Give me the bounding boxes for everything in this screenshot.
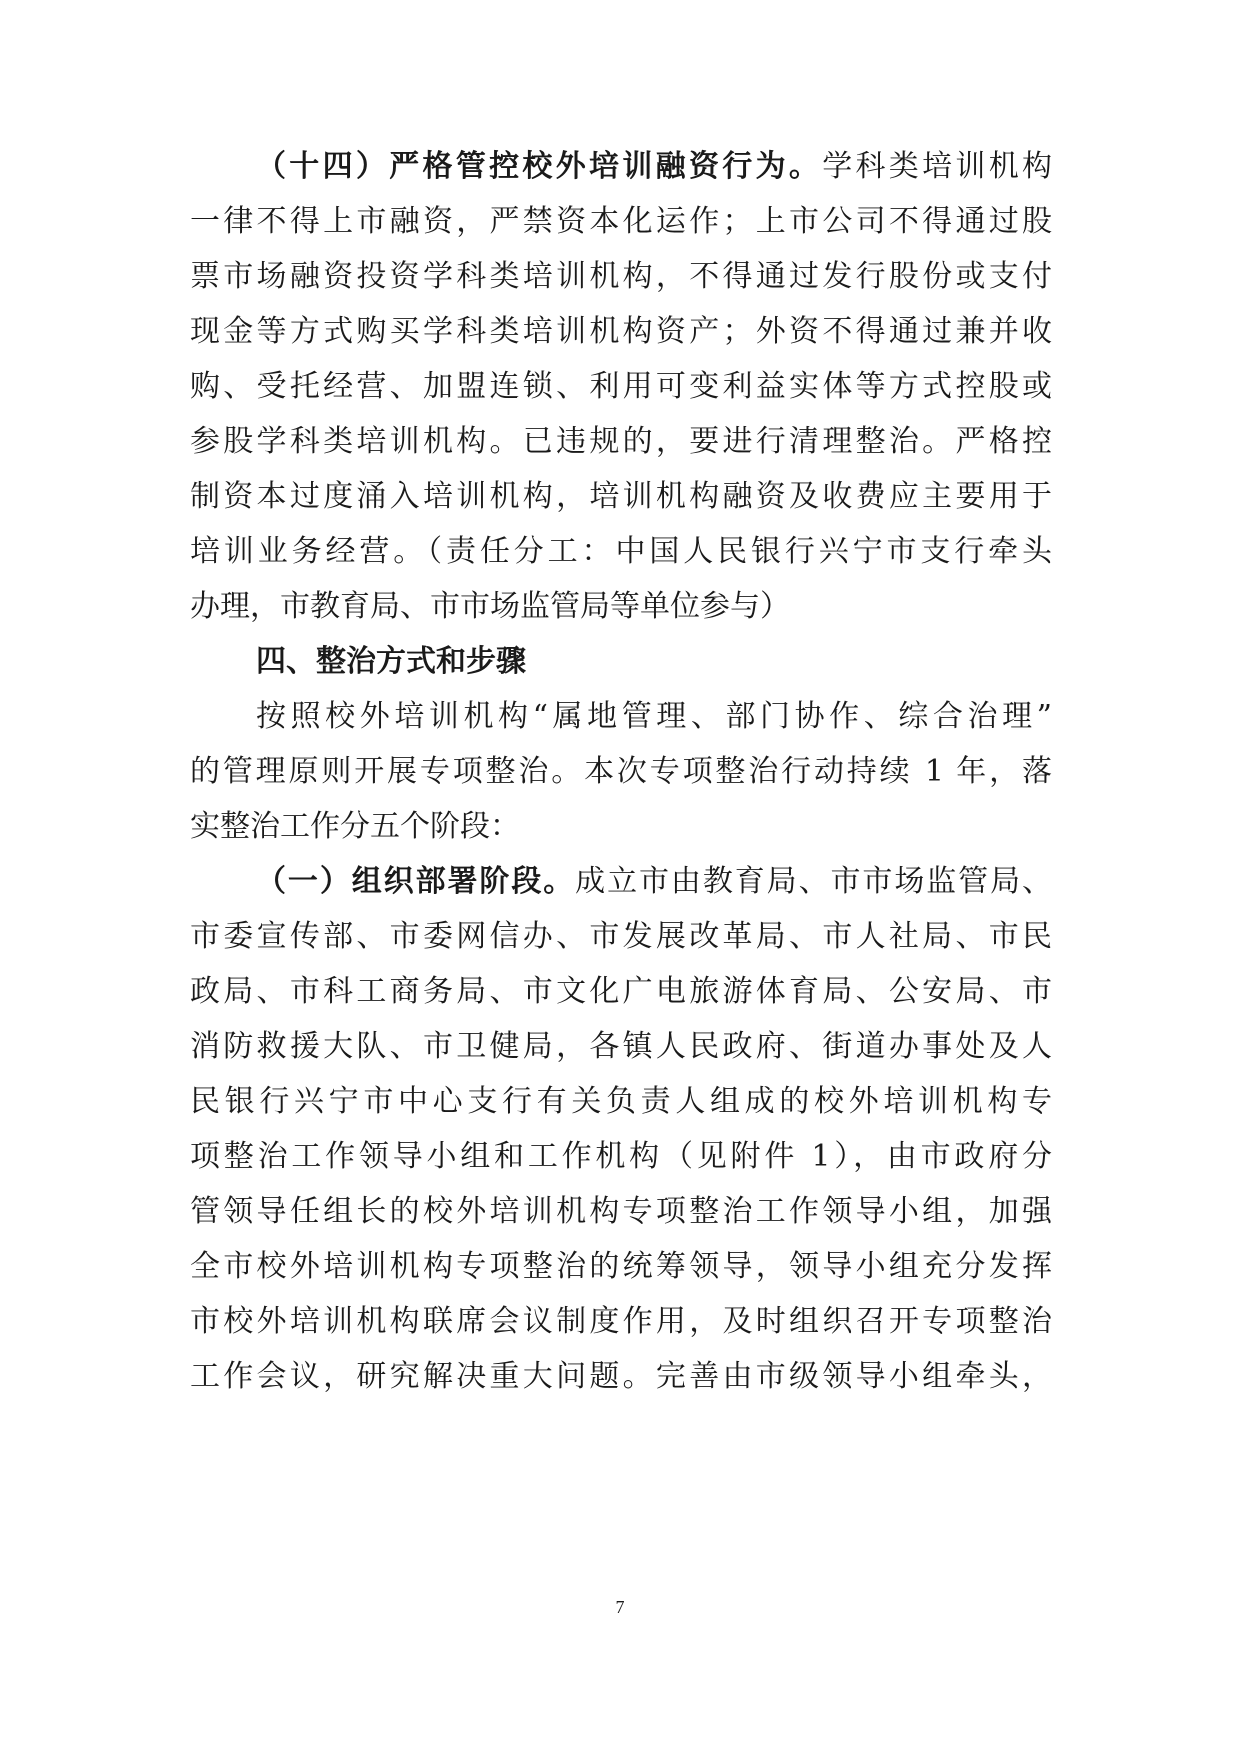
paragraph-line: 实整治工作分五个阶段： <box>190 809 520 844</box>
paragraph-line: 制资本过度涌入培训机构，培训机构融资及收费应主要用于 <box>190 479 1052 514</box>
paragraph-line: 票市场融资投资学科类培训机构，不得通过发行股份或支付 <box>190 259 1052 294</box>
paragraph-line: 工作会议，研究解决重大问题。完善由市级领导小组牵头， <box>190 1359 1052 1394</box>
paragraph-line: 现金等方式购买学科类培训机构资产；外资不得通过兼并收 <box>190 314 1052 349</box>
section-heading: 四、整治方式和步骤 <box>256 644 526 679</box>
paragraph-line: 的管理原则开展专项整治。本次专项整治行动持续 1 年，落 <box>190 754 1052 789</box>
stage-lead: （一）组织部署阶段。 <box>256 864 576 899</box>
section-lead: （十四）严格管控校外培训融资行为。 <box>256 149 823 184</box>
paragraph-line <box>256 145 1052 189</box>
paragraph-line: 办理，市教育局、市市场监管局等单位参与） <box>190 589 790 624</box>
paragraph-line: 政局、市科工商务局、市文化广电旅游体育局、公安局、市 <box>190 974 1052 1009</box>
page-number: 7 <box>615 1597 625 1617</box>
paragraph-line: 民银行兴宁市中心支行有关负责人组成的校外培训机构专 <box>190 1084 1052 1119</box>
paragraph-line: 市校外培训机构联席会议制度作用，及时组织召开专项整治 <box>190 1304 1052 1339</box>
paragraph-line: 一律不得上市融资，严禁资本化运作；上市公司不得通过股 <box>190 204 1052 239</box>
paragraph-line: 参股学科类培训机构。已违规的，要进行清理整治。严格控 <box>190 424 1052 459</box>
paragraph-line: 全市校外培训机构专项整治的统筹领导，领导小组充分发挥 <box>190 1249 1052 1284</box>
paragraph-text: 学科类培训机构 <box>822 149 1053 184</box>
paragraph-line <box>256 860 1052 904</box>
paragraph-line: 市委宣传部、市委网信办、市发展改革局、市人社局、市民 <box>190 919 1052 954</box>
paragraph-line: 购、受托经营、加盟连锁、利用可变利益实体等方式控股或 <box>190 369 1052 404</box>
paragraph-line: 项整治工作领导小组和工作机构（见附件 1），由市政府分 <box>190 1139 1052 1174</box>
paragraph-line: 消防救援大队、市卫健局，各镇人民政府、街道办事处及人 <box>190 1029 1052 1064</box>
paragraph-text: 成立市由教育局、市市场监管局、 <box>575 864 1053 899</box>
paragraph-line: 按照校外培训机构“属地管理、部门协作、综合治理” <box>256 699 1052 734</box>
paragraph-line: 管领导任组长的校外培训机构专项整治工作领导小组，加强 <box>190 1194 1052 1229</box>
paragraph-line: 培训业务经营。（责任分工：中国人民银行兴宁市支行牵头 <box>190 534 1052 569</box>
